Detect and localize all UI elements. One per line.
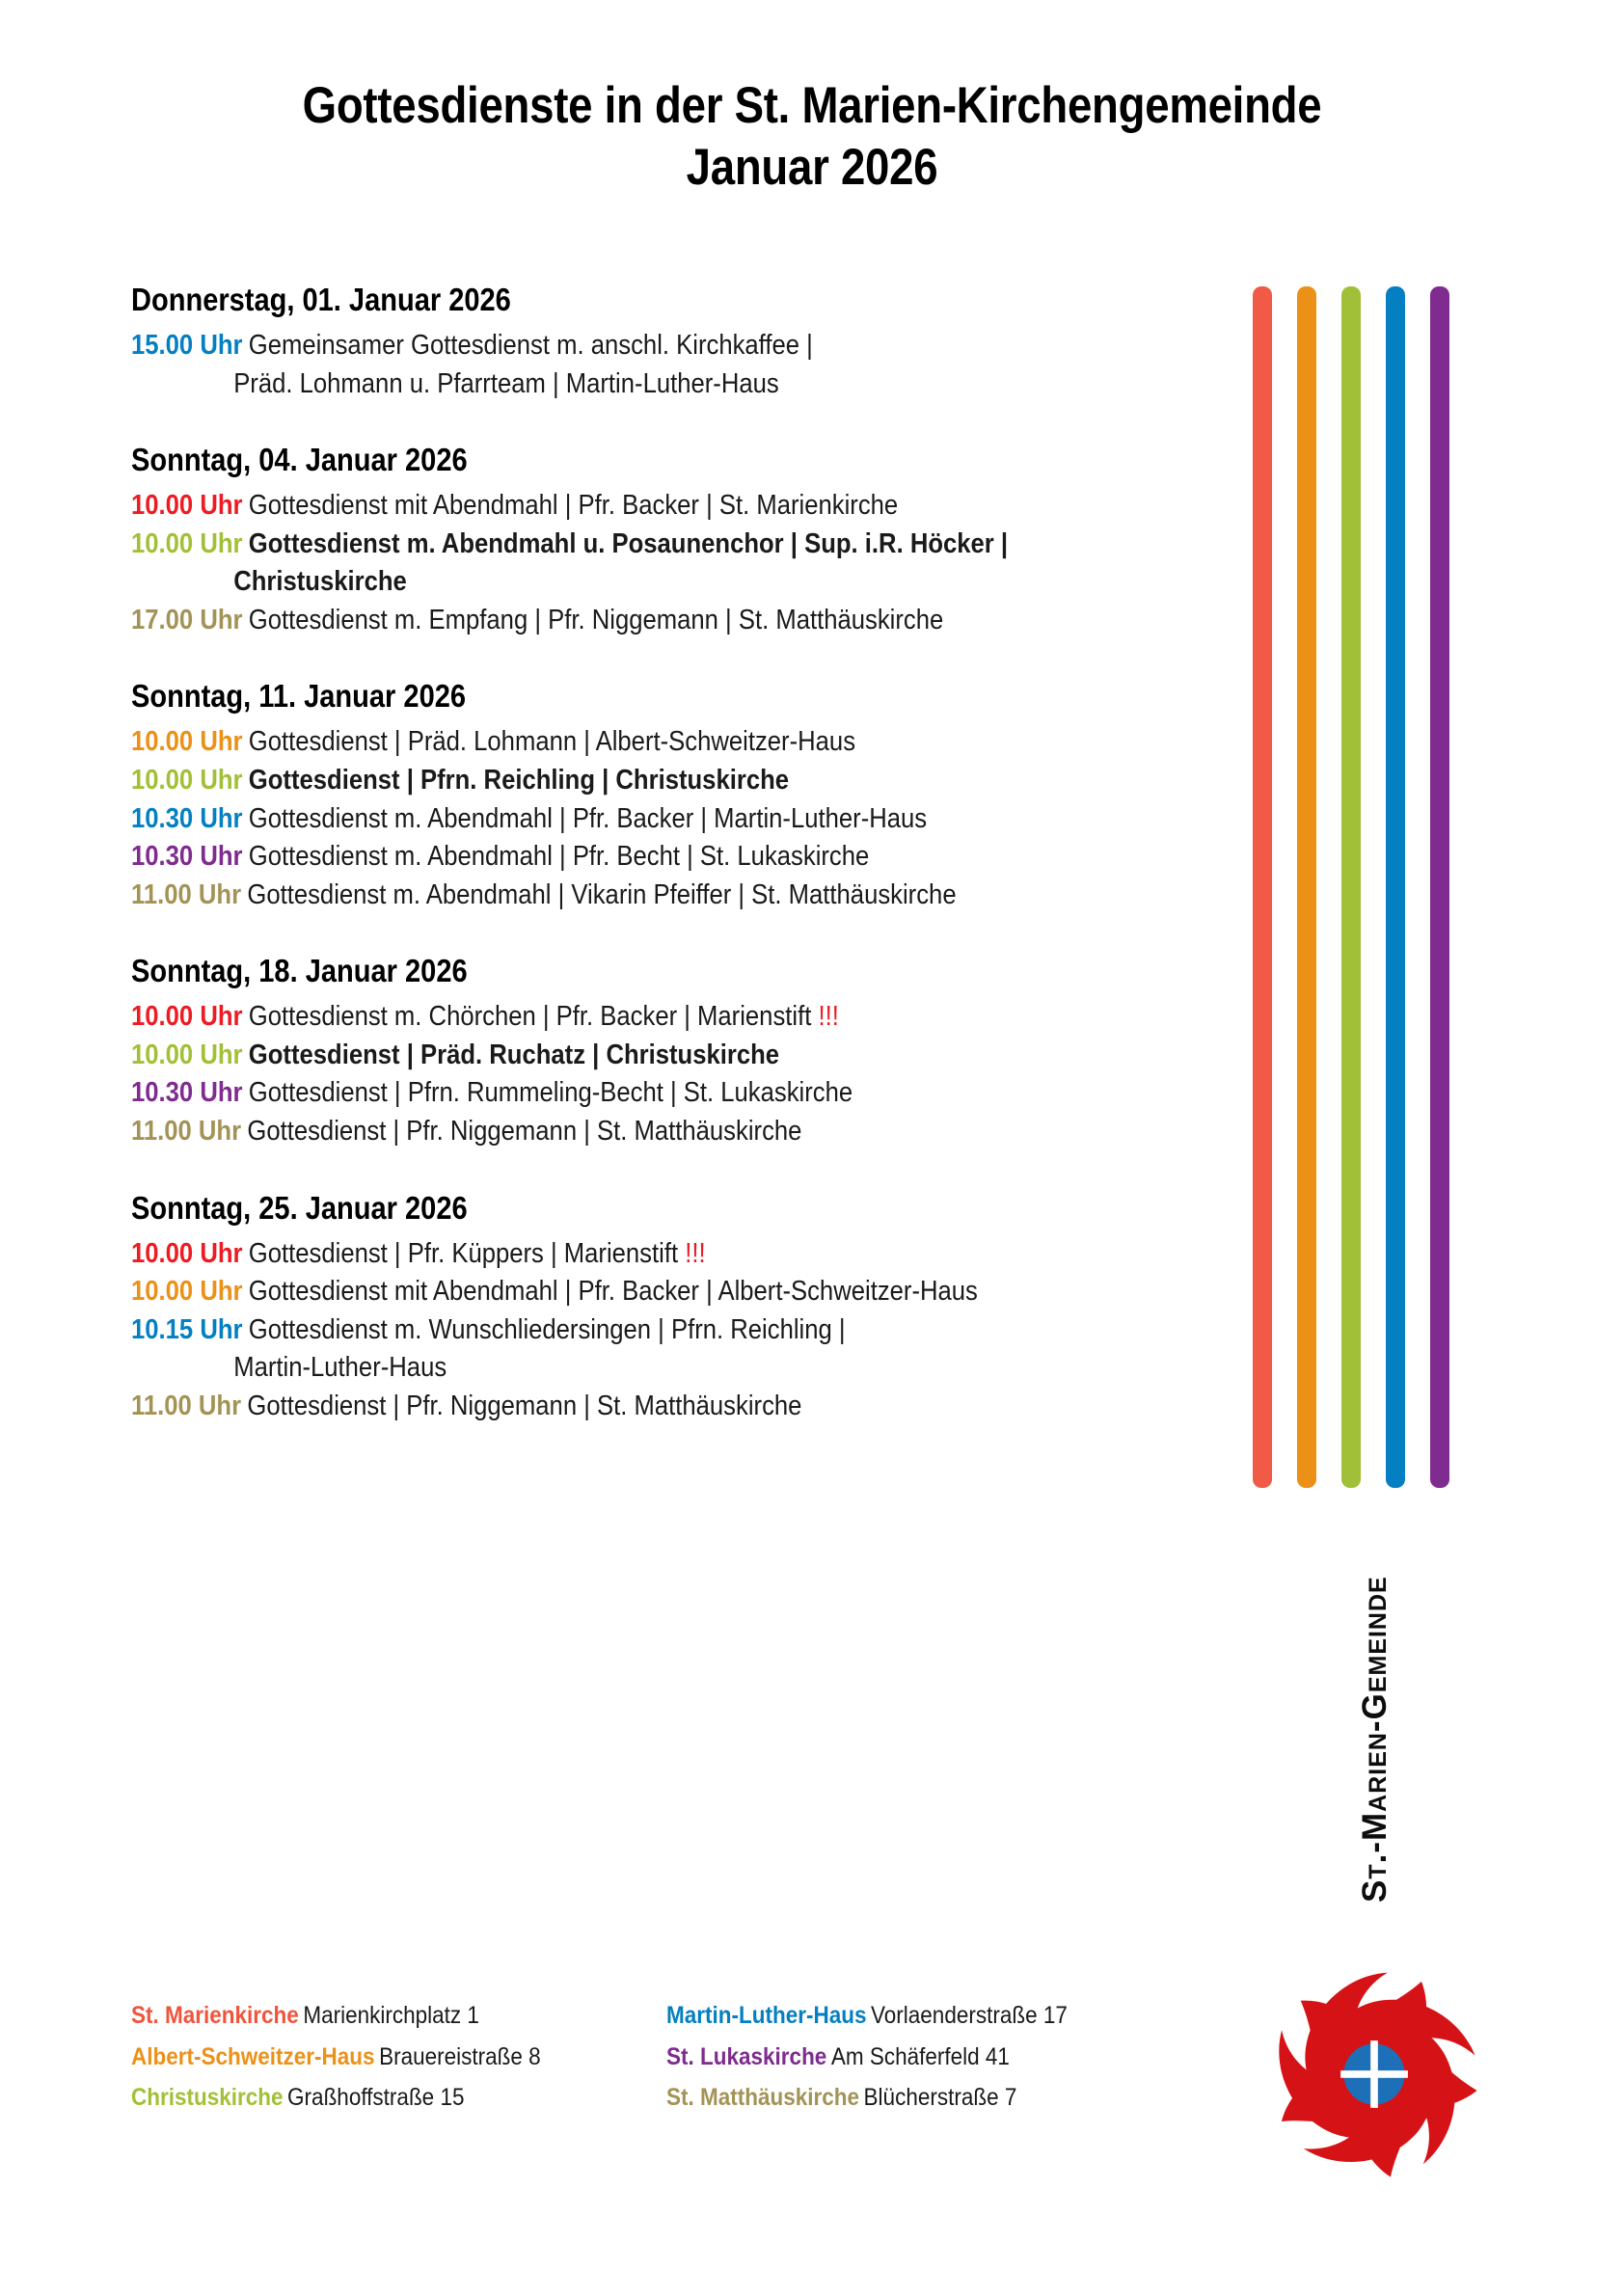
service-entry — [131, 723, 1129, 762]
service-time: 11.00 Uhr — [131, 1116, 242, 1148]
service-schedule — [131, 280, 1240, 1463]
day-heading: Sonntag, 11. Januar 2026 — [131, 678, 467, 715]
service-entry-continuation — [131, 365, 1129, 404]
service-time: 10.00 Uhr — [131, 1276, 243, 1308]
service-description: Gottesdienst m. Wunschliedersingen | Pfrn. Reichling | — [248, 1313, 846, 1345]
service-time: 10.00 Uhr — [131, 1237, 243, 1269]
service-time: 11.00 Uhr — [131, 878, 242, 910]
service-entry-continuation — [131, 1349, 1129, 1388]
legend-location-address: Vorlaenderstraße 17 — [871, 2002, 1068, 2029]
service-description: Gottesdienst | Pfr. Niggemann | St. Matthäuskirche — [247, 1116, 802, 1148]
service-entry — [131, 838, 1129, 877]
day-heading: Donnerstag, 01. Januar 2026 — [131, 282, 511, 317]
legend-entry — [131, 2081, 613, 2116]
page-title — [0, 75, 1624, 198]
service-time: 10.30 Uhr — [131, 802, 243, 834]
day-heading: Sonntag, 18. Januar 2026 — [131, 953, 468, 989]
service-time: 11.00 Uhr — [131, 1391, 242, 1422]
legend-entry — [666, 1999, 1149, 2034]
service-description: Gottesdienst m. Abendmahl | Pfr. Becht | St. Lukaskirche — [248, 841, 870, 873]
service-time: 10.00 Uhr — [131, 764, 243, 796]
service-time: 15.00 Uhr — [131, 329, 243, 361]
legend-location-address: Brauereistraße 8 — [379, 2042, 541, 2070]
service-entry — [131, 1273, 1129, 1311]
service-description: Gottesdienst | Präd. Lohmann | Albert-Schweitzer-Haus — [248, 726, 856, 758]
service-entry — [131, 877, 1129, 915]
service-description: Gottesdienst m. Abendmahl u. Posaunenchor | Sup. i.R. Höcker | — [248, 527, 1009, 559]
day-heading: Sonntag, 25. Januar 2026 — [131, 1189, 468, 1226]
bar-albert-schweitzer-haus — [1297, 286, 1316, 1488]
service-continuation-text: Christuskirche — [233, 566, 407, 598]
bar-christuskirche — [1341, 286, 1361, 1488]
day-heading: Sonntag, 04. Januar 2026 — [131, 442, 468, 478]
service-continuation-text: Präd. Lohmann u. Pfarrteam | Martin-Luther-Haus — [233, 367, 779, 399]
logo-cross-horizontal — [1340, 2070, 1408, 2078]
day-block — [131, 280, 1240, 403]
service-entry — [131, 1074, 1129, 1113]
service-entry — [131, 602, 1129, 640]
bar-martin-luther-haus — [1386, 286, 1405, 1488]
legend-location-address: Am Schäferfeld 41 — [830, 2042, 1010, 2070]
service-description: Gottesdienst | Pfrn. Reichling | Christuskirche — [248, 764, 790, 796]
service-entry — [131, 1388, 1129, 1426]
service-entry — [131, 526, 1129, 564]
service-description: Gottesdienst m. Chörchen | Pfr. Backer | Marienstift — [248, 1001, 812, 1033]
legend-location-name: St. Marienkirche — [131, 2002, 299, 2029]
service-time: 10.00 Uhr — [131, 1001, 243, 1033]
service-time: 10.00 Uhr — [131, 726, 243, 758]
service-description: Gottesdienst m. Abendmahl | Vikarin Pfeiffer | St. Matthäuskirche — [247, 878, 957, 910]
service-description: Gemeinsamer Gottesdienst m. anschl. Kirchkaffee | — [248, 329, 813, 361]
legend-location-address: Blücherstraße 7 — [863, 2084, 1017, 2111]
pinwheel-rose-icon — [1269, 1969, 1479, 2179]
service-entry — [131, 1113, 1129, 1151]
vertical-wordmark: St.-Marien-Gemeinde — [1356, 1576, 1394, 1903]
service-entry — [131, 1235, 1129, 1274]
service-time: 10.15 Uhr — [131, 1313, 243, 1345]
legend-entry — [666, 2040, 1149, 2075]
service-time: 10.30 Uhr — [131, 841, 243, 873]
day-block — [131, 440, 1240, 639]
service-description: Gottesdienst | Pfr. Niggemann | St. Matthäuskirche — [247, 1391, 802, 1422]
service-description: Gottesdienst m. Abendmahl | Pfr. Backer | Martin-Luther-Haus — [248, 802, 928, 834]
location-legend — [131, 1999, 1202, 2116]
service-time: 10.00 Uhr — [131, 527, 243, 559]
service-entry — [131, 1311, 1129, 1350]
service-entry — [131, 1037, 1129, 1075]
service-description: Gottesdienst | Pfrn. Rummeling-Becht | St. Lukaskirche — [248, 1077, 853, 1109]
service-entry — [131, 762, 1129, 800]
service-continuation-text: Martin-Luther-Haus — [233, 1352, 447, 1384]
service-highlight-marker: !!! — [818, 1001, 839, 1033]
day-block — [131, 1188, 1240, 1426]
service-description: Gottesdienst m. Empfang | Pfr. Niggemann | St. Matthäuskirche — [248, 604, 944, 635]
service-time: 10.00 Uhr — [131, 490, 243, 521]
st-marien-gemeinde-logo — [1269, 1969, 1479, 2179]
service-time: 10.00 Uhr — [131, 1039, 243, 1070]
service-entry — [131, 487, 1129, 526]
service-entry-continuation — [131, 563, 1129, 602]
bar-marienkirche — [1253, 286, 1272, 1488]
legend-location-name: Christuskirche — [131, 2084, 284, 2111]
legend-location-name: St. Matthäuskirche — [666, 2084, 860, 2111]
service-description: Gottesdienst | Präd. Ruchatz | Christuskirche — [248, 1039, 780, 1070]
legend-location-name: St. Lukaskirche — [666, 2042, 827, 2070]
service-time: 10.30 Uhr — [131, 1077, 243, 1109]
legend-location-name: Albert-Schweitzer-Haus — [131, 2042, 375, 2070]
legend-entry — [666, 2081, 1149, 2116]
legend-entry — [131, 1999, 613, 2034]
day-block — [131, 951, 1240, 1150]
legend-location-address: Graßhoffstraße 15 — [287, 2084, 465, 2111]
service-highlight-marker: !!! — [685, 1237, 706, 1269]
legend-location-name: Martin-Luther-Haus — [666, 2002, 867, 2029]
page-title-line-2: Januar 2026 — [686, 138, 938, 196]
service-time: 17.00 Uhr — [131, 604, 243, 635]
day-block — [131, 676, 1240, 914]
page-title-line-1: Gottesdienste in der St. Marien-Kirchengemeinde — [302, 77, 1322, 134]
service-entry — [131, 327, 1129, 365]
service-entry — [131, 998, 1129, 1037]
bar-lukaskirche — [1430, 286, 1449, 1488]
legend-entry — [131, 2040, 613, 2075]
service-description: Gottesdienst | Pfr. Küppers | Marienstift — [248, 1237, 679, 1269]
service-description: Gottesdienst mit Abendmahl | Pfr. Backer | St. Marienkirche — [248, 490, 899, 521]
service-entry — [131, 800, 1129, 839]
service-description: Gottesdienst mit Abendmahl | Pfr. Backer | Albert-Schweitzer-Haus — [248, 1276, 978, 1308]
legend-location-address: Marienkirchplatz 1 — [303, 2002, 479, 2029]
